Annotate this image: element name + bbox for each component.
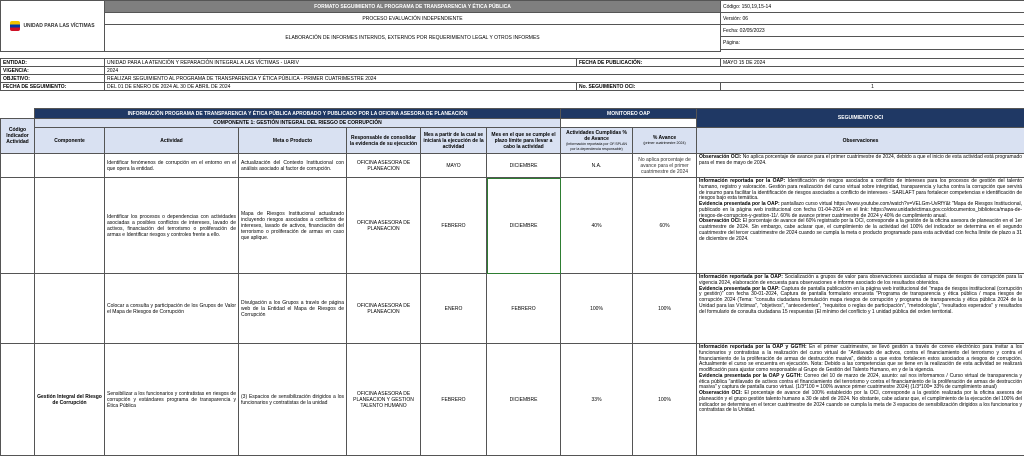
obs-label: Evidencia presentada por la OAP: — [699, 285, 780, 292]
obs-text: Correo del 10 de marzo de 2024, asunto: así nos informamos / Curso virtual de transparencia y ética pública "antilavado de activos contra el financiamiento del terrorismo y contra el financiamiento de la proliferación de armas de destrucción masiva" y captura de pantalla curso virtual. (1/3*100 = 100% avance primer cuatrimestre 2024) (1/3*100= 33% de cumplimiento anual) — [699, 372, 1023, 391]
obs-label: Observación OCI: — [699, 218, 742, 225]
header-completed-label: Actividades Cumplidas % de Avance — [566, 130, 627, 143]
version: Versión: 06 — [721, 13, 1024, 25]
obs-text: El porcentaje de avance del 100% establecido por la OCI, corresponde a la gestión realizada por la oficina asesora de planeación y el grupo gestión talento humano a 30 de abril de 2024. No obstante, cabe aclarar que, el cumplimiento de la ejecución del 100% del indicador se determina en el tercer cuatrimestre de 2024 cuando se cumpla la meta de 3 espacios de sensibilización dirigidos a los funcionarios y contratistas de la Unidad. — [699, 390, 1023, 414]
shield-icon — [10, 21, 20, 31]
progress-cell[interactable]: 60% — [633, 178, 697, 274]
format-title: FORMATO SEGUIMIENTO AL PROGRAMA DE TRANSPARENCIA Y ÉTICA PÚBLICA — [105, 1, 721, 13]
obs-label: Información reportada por la OAP: — [699, 274, 783, 280]
header-completed-note: (Información reportada por OF.SPLAN por la dependencia responsable) — [566, 142, 627, 151]
format-date: Fecha: 02/05/2023 — [721, 25, 1024, 37]
completed-cell[interactable]: 100% — [561, 274, 633, 344]
completed-cell[interactable]: 40% — [561, 178, 633, 274]
responsible-cell[interactable]: OFICINA ASESORA DE PLANEACION — [347, 178, 421, 274]
progress-cell[interactable]: No aplica porcentaje de avance para el primer cuatrimestre de 2024 — [633, 154, 697, 178]
header-goal: Meta o Producto — [239, 128, 347, 154]
obs-text: Captura de pantalla publicación en la página web institucional del "mapa de riesgos institucional (corrupción y gestión)" con fecha 30-01-2024, Captura de pantalla formulario encuesta "Programa de transparencia y ética pública / mapa riesgos de corrupción 2024 (Tema: "consulta ciudadana formulación mapa riesgos de corrupción y programa de transparencia y ética pública 2024 de la Unidad para las Víctimas", "objetivos", "antecedentes", "requisitos o reglas de participación", "metodología", "resultados esperados" y resultados del formulario de consulta ciudadana 15 respuestas (El mínimo del conflicto y 1 unidad pública del orden territorial. — [699, 285, 1023, 315]
progress-cell[interactable]: 100% — [633, 274, 697, 344]
deadline-cell[interactable]: DICIEMBRE — [487, 344, 561, 456]
procedure-name: ELABORACIÓN DE INFORMES INTERNOS, EXTERNOS POR REQUERIMIENTO LEGAL Y OTROS INFORMES — [105, 25, 721, 52]
observations-cell[interactable] — [697, 344, 1024, 456]
goal-cell[interactable]: Actualización del Contexto Institucional con análisis asociado al factor de corrupción. — [239, 154, 347, 178]
header-observations: Observaciones — [697, 128, 1024, 154]
start-cell[interactable]: MAYO — [421, 154, 487, 178]
obs-text: No aplica porcentaje de avance para el primer cuatrimestre de 2024, debido a que el inicio de esta actividad está programado para el mes de mayo de 2024. — [699, 154, 1023, 166]
start-cell[interactable]: FEBRERO — [421, 178, 487, 274]
obs-label: Observación OCI: — [699, 154, 742, 160]
oci-band: SEGUIMIENTO OCI — [697, 109, 1024, 128]
followup-no-value: 1 — [721, 83, 1024, 91]
obs-text: El porcentaje de avance del 60% registrado por la OCI, corresponde a la gestión de la oficina asesora de planeación en el 1er cuatrimestre de 2024. Sin embargo, cabe aclarar que, el cumplimiento de la actividad del 100% del indicador se determina en el segundo cuatrimestre del tercer cuatrimestre de 2024 cuando se cumpla la meta o producto programado para esta actividad con fecha límite de plazo a 31 de diciembre de 2024. — [699, 218, 1023, 242]
obs-text: Socialización a grupos de valor para observaciones asociadas al mapa de riesgos de corrupción para la vigencia 2024, elaboración de encuesta para observaciones e informe asociado de los resultados obtenidos. — [699, 274, 1023, 286]
info-block — [0, 58, 1024, 91]
page-number: Página: — [721, 37, 1024, 49]
followup-date-value: DEL 01 DE ENERO DE 2024 AL 30 DE ABRIL DE 2024 — [105, 83, 577, 91]
pub-date-label: FECHA DE PUBLICACIÓN: — [577, 59, 721, 67]
header-progress — [633, 128, 697, 154]
code: Código: 150,19,15-14 — [721, 1, 1024, 13]
responsible-cell[interactable]: OFICINA ASESORA DE PLANEACION Y GESTION TALENTO HUMANO — [347, 344, 421, 456]
deadline-cell[interactable]: DICIEMBRE — [487, 154, 561, 178]
start-cell[interactable]: FEBRERO — [421, 344, 487, 456]
header-start: Mes a partir de la cual se iniciará la ejecución de la actividad — [421, 128, 487, 154]
obs-label: Evidencia presentada por la OAP: — [699, 201, 780, 207]
obs-label: Evidencia presentada por la OAP y GGTH: — [699, 372, 802, 379]
followup-table — [0, 108, 1024, 456]
process-name: PROCESO EVALUACIÓN INDEPENDIENTE — [105, 13, 721, 25]
pub-date-value: MAYO 15 DE 2024 — [721, 59, 1024, 67]
logo-text: UNIDAD PARA LAS VÍCTIMAS — [23, 23, 95, 29]
goal-cell[interactable]: (3) Espacios de sensibilización dirigidos a los funcionarios y contratistas de la unidad — [239, 344, 347, 456]
objective-label: OBJETIVO: — [1, 75, 105, 83]
observations-cell[interactable] — [697, 154, 1024, 178]
validity-value: 2024 — [105, 67, 1024, 75]
header-deadline: Mes en el que se cumple el plazo límite para llevar a cabo la actividad — [487, 128, 561, 154]
activity-cell[interactable]: Identificar fenómenos de corrupción en el entorno en el que opera la entidad. — [105, 154, 239, 178]
observations-cell[interactable] — [697, 274, 1024, 344]
entity-logo — [3, 21, 102, 31]
validity-label: VIGENCIA: — [1, 67, 105, 75]
activity-cell[interactable]: Sensibilizar a los funcionarios y contratistas en riesgos de corrupción y estándares programa de transparencia y Ética Pública — [105, 344, 239, 456]
info-band: INFORMACIÓN PROGRAMA DE TRANSPARENCIA Y ÉTICA PÚBLICA APROBADO Y PUBLICADO POR LA OFICINA ASESORA DE PLANEACIÓN — [35, 109, 561, 119]
monitor-band: MONITOREO OAP — [561, 109, 697, 119]
responsible-cell[interactable]: OFICINA ASESORA DE PLANEACION — [347, 154, 421, 178]
obs-label: Observación OCI: — [699, 390, 743, 396]
progress-cell[interactable]: 100% — [633, 344, 697, 456]
entity-value: UNIDAD PARA LA ATENCIÓN Y REPARACIÓN INTEGRAL A LAS VÍCTIMAS - UARIV — [105, 59, 577, 67]
table-row — [1, 274, 1024, 344]
responsible-cell[interactable]: OFICINA ASESORA DE PLANEACION — [347, 274, 421, 344]
header-code: Código Indicador Actividad — [1, 119, 35, 154]
document-header — [0, 0, 1024, 52]
obs-text: pantallazo curso virtual https://www.youtube.com/watch?v=VELGm-UvRfY&t "Mapa de Riesgos Institucional, publicado en la página web institucional con fecha 01-04-2024 en el link: https://www.unidadvictimas.gov.co/documentos_bibliotecа/mapa-de-riesgos-de-corrupcion-y-gestion-11/. 60% de avance primer cuatrimestre de 2024 y 40% de cumplimiento anual. — [699, 201, 1023, 219]
header-component: Componente — [35, 128, 105, 154]
header-progress-note: (primer cuatrimestre 2024) — [643, 141, 686, 146]
logo-cell — [1, 1, 105, 52]
table-row — [1, 154, 1024, 178]
entity-label: ENTIDAD: — [1, 59, 105, 67]
header-responsible: Responsable de consolidar la evidencia de su ejecución — [347, 128, 421, 154]
obs-text: En el primer cuatrimestre, se llevó gestión a través de correo electrónico para invitar a los funcionarios y contratistas a la realización del curso virtual de "Antilavado de activos, contra el financiamiento del terrorismo y contra el financiamiento de la proliferación de armas de destrucción masiva", debido a que estos fortalecen estos asociados a riesgos de corrupción. Actualmente el curso se encuentra en ejecución. Nota: Debido a las competencias que se tiene en la realización de esta actividad se realizará modificación para ajustar como responsable al Grupo de Gestión del Talento Humano, en y de la vigencia. — [699, 344, 1023, 373]
observations-cell[interactable] — [697, 178, 1024, 274]
goal-cell[interactable]: Mapa de Riesgos Institucional actualizado incluyendo riesgos asociados a conflictos de intereses, lavado de activos, financiación del terrorismo o proliferación de armas en caso que aplique. — [239, 178, 347, 274]
goal-cell[interactable]: Divulgación a los Grupos a través de página web de la Entidad el Mapa de Riesgos de Corrupción — [239, 274, 347, 344]
completed-cell[interactable]: N.A. — [561, 154, 633, 178]
header-completed — [561, 128, 633, 154]
header-progress-label: % Avance — [652, 135, 677, 142]
header-activity: Actividad — [105, 128, 239, 154]
table-row — [1, 344, 1024, 456]
obs-label: Información reportada por la OAP: — [699, 178, 786, 184]
completed-cell[interactable]: 33% — [561, 344, 633, 456]
deadline-cell[interactable]: FEBRERO — [487, 274, 561, 344]
deadline-cell[interactable]: DICIEMBRE — [487, 178, 561, 274]
activity-cell[interactable]: Colocar a consulta y participación de los Grupos de Valor el Mapa de Riesgos de Corrupción — [105, 274, 239, 344]
obs-text: Identificación de riesgos asociados a conflicto de intereses para los procesos de gestión del talento humano, registro y valoración. Gestión para realización del curso virtual sobre integridad, transparencia y lucha contra la corrupción que servirá de insumo para facilitar la identificación de riesgos asociados a conflicto de intereses - SARLAFT para fortalecer competencias e identificación de riesgos bajo esta temática. — [699, 178, 1023, 202]
table-row — [1, 178, 1024, 274]
activity-cell[interactable]: Identificar los procesos o dependencias con actividades asociadas a posibles conflictos de intereses, lavado de activos, financiación del terrorismo o proliferación de armas e Identificar riesgos y controles frente a ello. — [105, 178, 239, 274]
component-title: COMPONENTE 1: GESTIÓN INTEGRAL DEL RIESGO DE CORRUPCIÓN — [35, 119, 561, 128]
objective-value: REALIZAR SEGUIMIENTO AL PROGRAMA DE TRANSPARENCIA Y ÉTICA PÚBLICA - PRIMER CUATRIMESTRE 2024 — [105, 75, 1024, 83]
obs-label: Información reportada por la OAP y GGTH: — [699, 344, 807, 350]
start-cell[interactable]: ENERO — [421, 274, 487, 344]
followup-no-label: No. SEGUIMIENTO OCI: — [577, 83, 721, 91]
followup-date-label: FECHA DE SEGUIMIENTO: — [1, 83, 105, 91]
component-name: Gestión Integral del Riesgo de Corrupción — [35, 344, 105, 456]
